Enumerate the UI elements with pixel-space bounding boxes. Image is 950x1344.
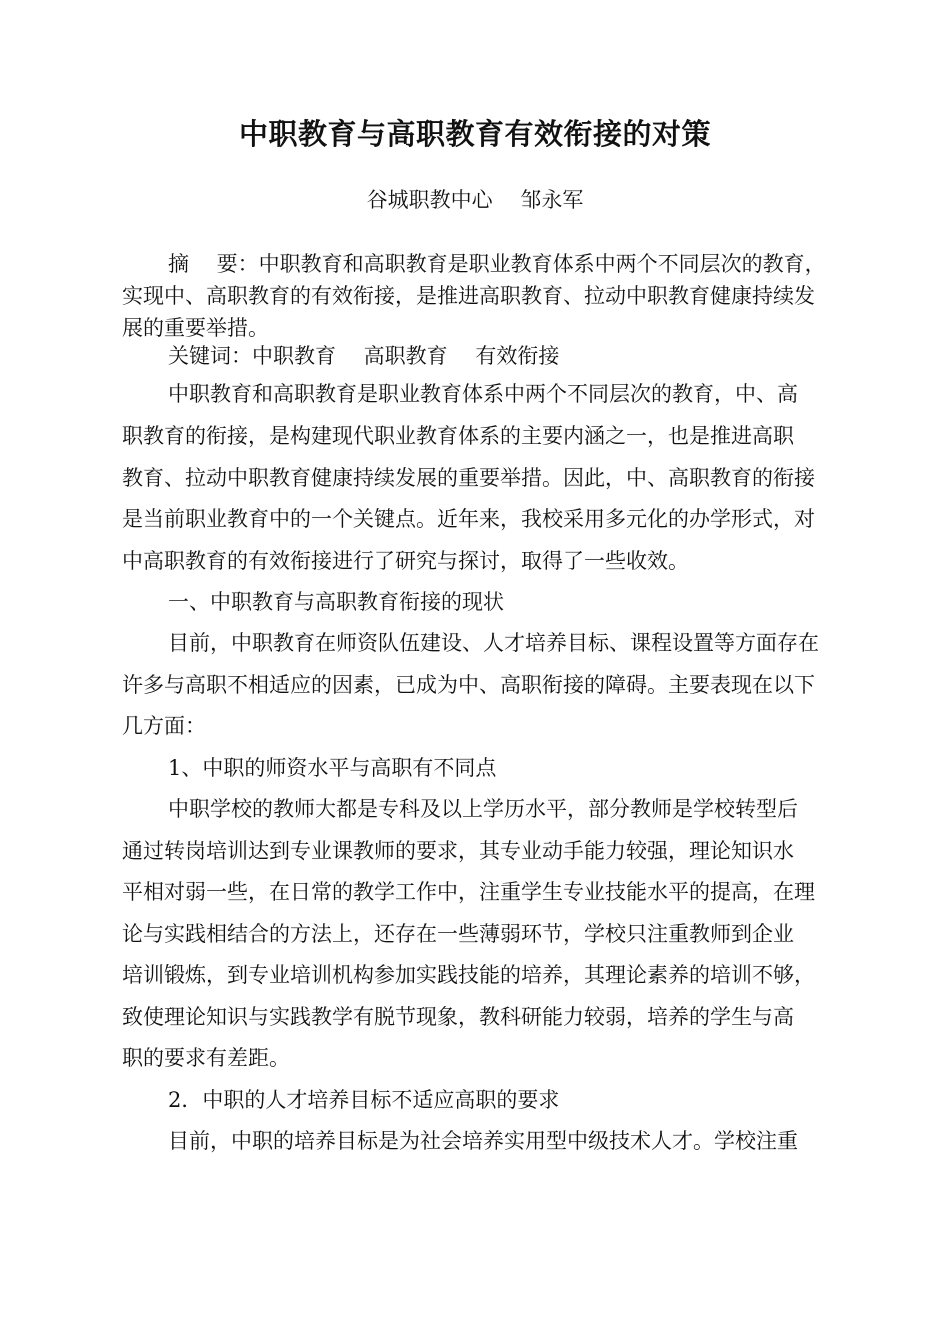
paragraph-line: 平相对弱一些，在日常的教学工作中，注重学生专业技能水平的提高，在理 — [122, 880, 815, 904]
abstract-line: 展的重要举措。 — [122, 316, 269, 340]
paragraph-line: 中职教育和高职教育是职业教育体系中两个不同层次的教育，中、高 — [168, 382, 798, 406]
paragraph-line: 是当前职业教育中的一个关键点。近年来，我校采用多元化的办学形式，对 — [122, 507, 815, 531]
section-heading: 一、中职教育与高职教育衔接的现状 — [168, 590, 504, 614]
abstract-line: 实现中、高职教育的有效衔接，是推进高职教育、拉动中职教育健康持续发 — [122, 284, 815, 308]
document-title: 中职教育与高职教育有效衔接的对策 — [238, 117, 711, 151]
paragraph-line: 几方面： — [122, 714, 206, 738]
paragraph-line: 职教育的衔接，是构建现代职业教育体系的主要内涵之一，也是推进高职 — [122, 424, 794, 448]
paragraph-line: 许多与高职不相适应的因素，已成为中、高职衔接的障碍。主要表现在以下 — [122, 673, 815, 697]
subsection-heading: 2．中职的人才培养目标不适应高职的要求 — [168, 1088, 560, 1112]
paragraph-line: 培训锻炼，到专业培训机构参加实践技能的培养，其理论素养的培训不够， — [122, 963, 815, 987]
paragraph-line: 致使理论知识与实践教学有脱节现象，教科研能力较弱，培养的学生与高 — [122, 1005, 794, 1029]
paragraph-line: 教育、拉动中职教育健康持续发展的重要举措。因此，中、高职教育的衔接 — [122, 466, 815, 490]
paragraph-line: 职的要求有差距。 — [122, 1046, 290, 1070]
paragraph-line: 中高职教育的有效衔接进行了研究与探讨，取得了一些收效。 — [122, 549, 689, 573]
abstract-line: 摘 要：中职教育和高职教育是职业教育体系中两个不同层次的教育， — [168, 252, 826, 276]
keywords-line: 关键词：中职教育 高职教育 有效衔接 — [168, 344, 560, 368]
paragraph-line: 论与实践相结合的方法上，还存在一些薄弱环节，学校只注重教师到企业 — [122, 922, 794, 946]
author-line: 谷城职教中心 邹永军 — [366, 188, 584, 212]
paragraph-line: 目前，中职的培养目标是为社会培养实用型中级技术人才。学校注重 — [168, 1129, 798, 1153]
paragraph-line: 目前，中职教育在师资队伍建设、人才培养目标、课程设置等方面存在 — [168, 631, 819, 655]
paragraph-line: 通过转岗培训达到专业课教师的要求，其专业动手能力较强，理论知识水 — [122, 839, 794, 863]
subsection-heading: 1、中职的师资水平与高职有不同点 — [168, 756, 497, 780]
paragraph-line: 中职学校的教师大都是专科及以上学历水平，部分教师是学校转型后 — [168, 797, 798, 821]
